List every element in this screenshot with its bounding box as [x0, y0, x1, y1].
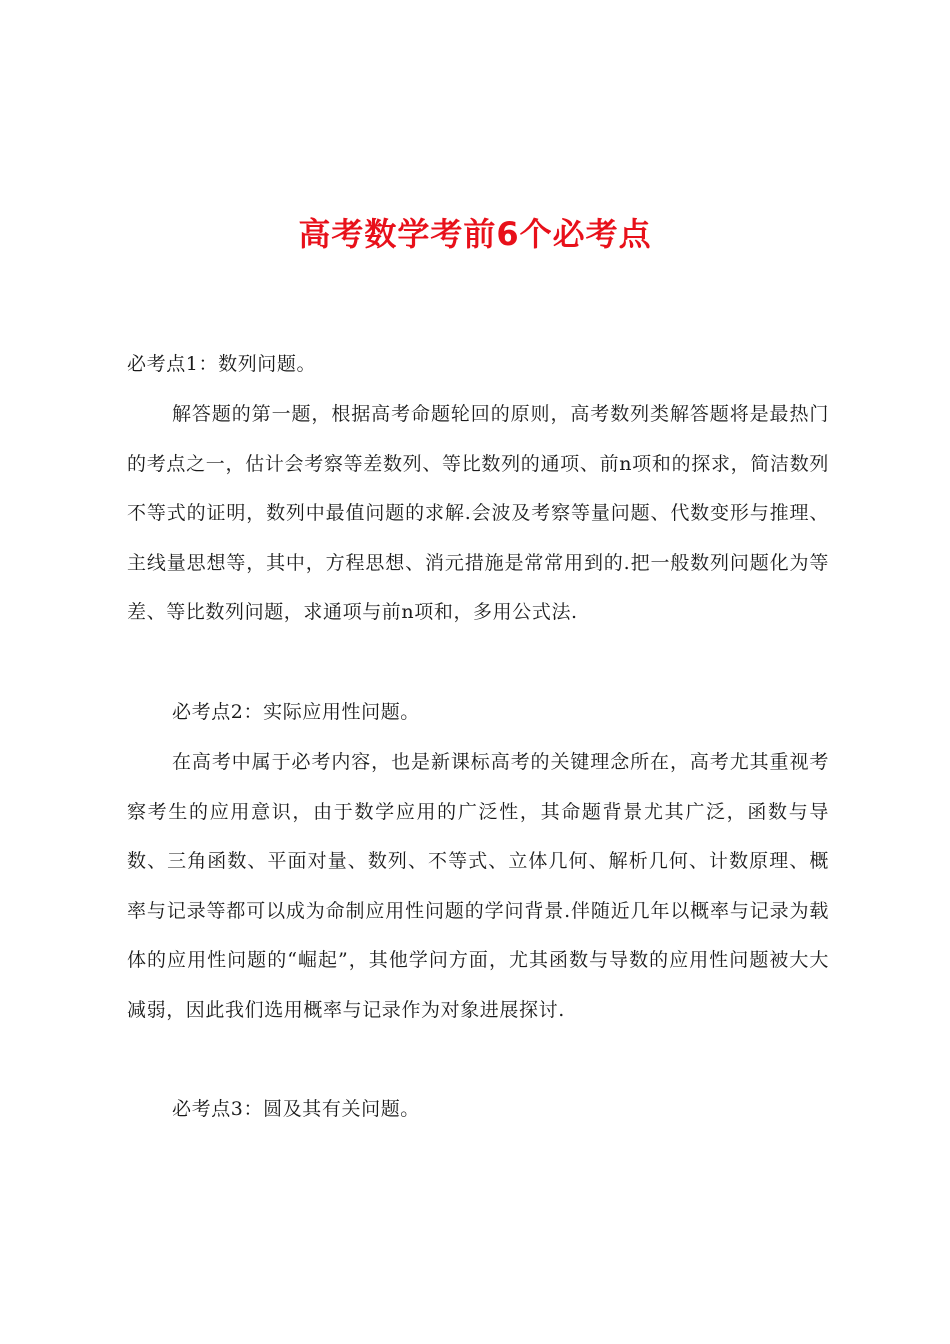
section-heading-2: 必考点2：实际应用性问题。: [172, 701, 420, 723]
section-paragraph-2: 在高考中属于必考内容，也是新课标高考的关键理念所在，高考尤其重视考察考生的应用意识，由于数学应用的广泛性，其命题背景尤其广泛，函数与导数、三角函数、平面对量、数列、不等式、立体几何、解析几何、计数原理、概率与记录等都可以成为命制应用性问题的学问背景.伴随近几年以概率与记录为载体的应用性问题的“崛起”，其他学问方面，尤其函数与导数的应用性问题被大大减弱，因此我们选用概率与记录作为对象进展探讨.: [127, 751, 829, 1021]
section-heading-3: 必考点3：圆及其有关问题。: [172, 1098, 420, 1120]
section-heading-1: 必考点1：数列问题。: [127, 353, 317, 375]
document-title: 高考数学考前6个必考点: [298, 215, 652, 253]
section-paragraph-1: 解答题的第一题，根据高考命题轮回的原则，高考数列类解答题将是最热门的考点之一，估计会考察等差数列、等比数列的通项、前n项和的探求，简洁数列不等式的证明，数列中最值问题的求解.会波及考察等量问题、代数变形与推理、主线量思想等，其中，方程思想、消元措施是常常用到的.把一般数列问题化为等差、等比数列问题，求通项与前n项和，多用公式法.: [127, 403, 829, 623]
